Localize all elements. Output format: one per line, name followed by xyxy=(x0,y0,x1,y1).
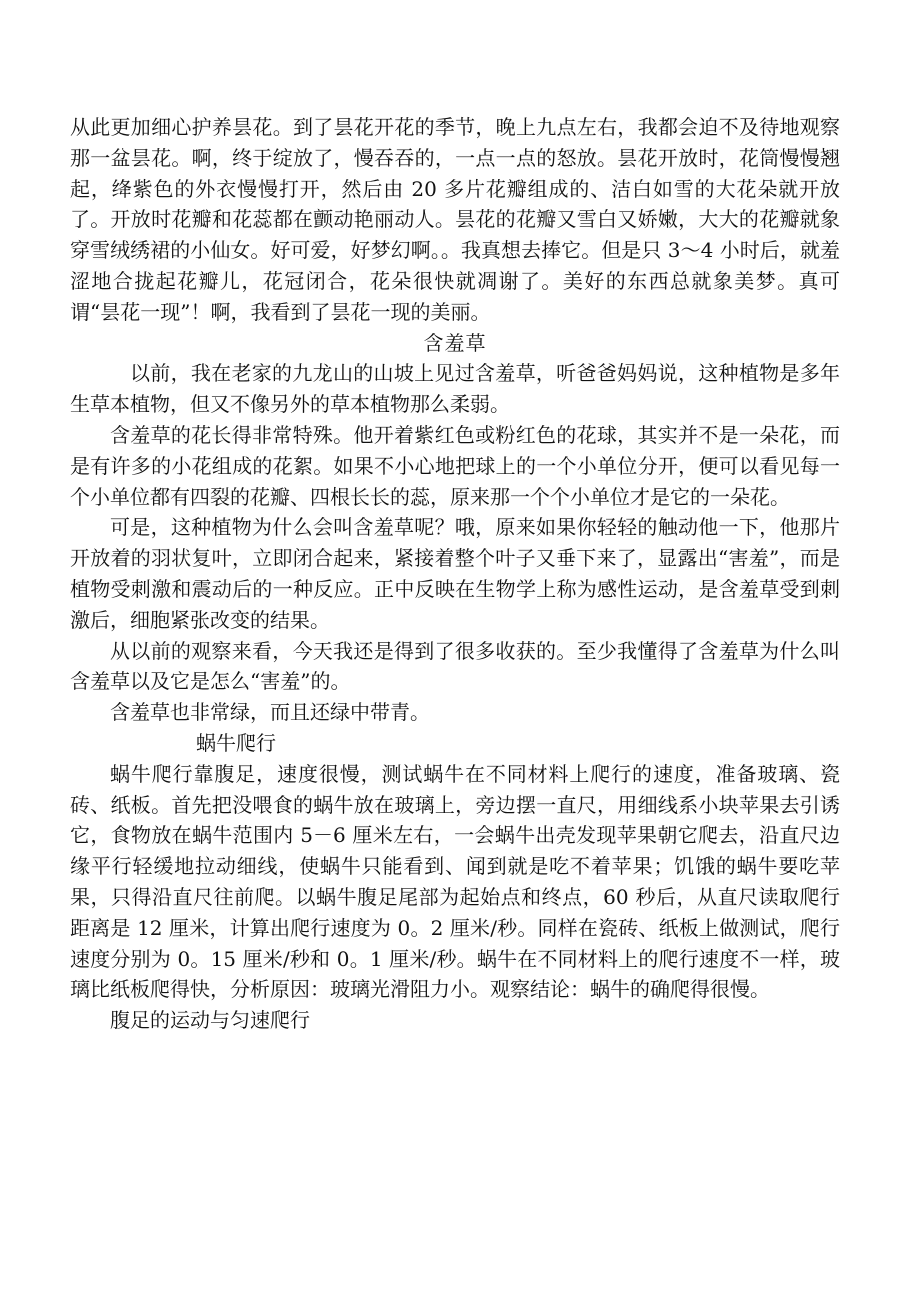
section-title-hanxiucao: 含羞草 xyxy=(423,330,487,355)
paragraph-woniu-1: 蜗牛爬行靠腹足，速度很慢，测试蜗牛在不同材料上爬行的速度，准备玻璃、瓷砖、纸板。首先把没喂食的蜗牛放在玻璃上，旁边摆一直尺，用细线系小块苹果去引诱它，食物放在蜗牛范围内 5－6 厘米左右，一会蜗牛出壳发现苹果朝它爬去，沿直尺边缘平行轻缓地拉动细线，使蜗牛只能看到、闻到就是吃不着苹果；饥饿的蜗牛要吃苹果，只得沿直尺往前爬。以蜗牛腹足尾部为起始点和终点，60 秒后，从直尺读取爬行距离是 12 厘米，计算出爬行速度为 0。2 厘米/秒。同样在瓷砖、纸板上做测试，爬行速度分别为 0。15 厘米/秒和 0。1 厘米/秒。蜗牛在不同材料上的爬行速度不一样，玻璃比纸板爬得快，分析原因：玻璃光滑阻力小。观察结论：蜗牛的确爬得很慢。 xyxy=(70,761,840,1002)
section-title-fuzu: 腹足的运动与匀速爬行 xyxy=(110,1008,310,1033)
section-title-woniu: 蜗牛爬行 xyxy=(196,730,276,755)
paragraph-hanxiucao-5: 含羞草也非常绿，而且还绿中带青。 xyxy=(110,700,430,725)
paragraph-hanxiucao-1: 以前，我在老家的九龙山的山坡上见过含羞草，听爸爸妈妈说，这种植物是多年生草本植物，但又不像另外的草本植物那么柔弱。 xyxy=(70,361,840,417)
document-page xyxy=(70,112,840,1036)
paragraph-hanxiucao-3: 可是，这种植物为什么会叫含羞草呢？哦，原来如果你轻轻的触动他一下，他那片开放着的羽状复叶，立即闭合起来，紧接着整个叶子又垂下来了，显露出“害羞”，而是植物受刺激和震动后的一种反应。正中反映在生物学上称为感性运动，是含羞草受到刺激后，细胞紧张改变的结果。 xyxy=(70,515,840,632)
paragraph-hanxiucao-4: 从以前的观察来看，今天我还是得到了很多收获的。至少我懂得了含羞草为什么叫含羞草以及它是怎么“害羞”的。 xyxy=(70,638,840,694)
paragraph-tanhua-ending: 从此更加细心护养昙花。到了昙花开花的季节，晚上九点左右，我都会迫不及待地观察那一盆昙花。啊，终于绽放了，慢吞吞的，一点一点的怒放。昙花开放时，花筒慢慢翘起，绛紫色的外衣慢慢打开，然后由 20 多片花瓣组成的、洁白如雪的大花朵就开放了。开放时花瓣和花蕊都在颤动艳丽动人。昙花的花瓣又雪白又娇嫩，大大的花瓣就象穿雪绒绣裙的小仙女。好可爱，好梦幻啊。。我真想去捧它。但是只 3～4 小时后，就羞涩地合拢起花瓣儿，花冠闭合，花朵很快就凋谢了。美好的东西总就象美梦。真可谓“昙花一现”！啊，我看到了昙花一现的美丽。 xyxy=(70,115,840,324)
paragraph-hanxiucao-2: 含羞草的花长得非常特殊。他开着紫红色或粉红色的花球，其实并不是一朵花，而是有许多的小花组成的花絮。如果不小心地把球上的一个小单位分开，便可以看见每一个小单位都有四裂的花瓣、四根长长的蕊，原来那一个个小单位才是它的一朵花。 xyxy=(70,422,840,509)
